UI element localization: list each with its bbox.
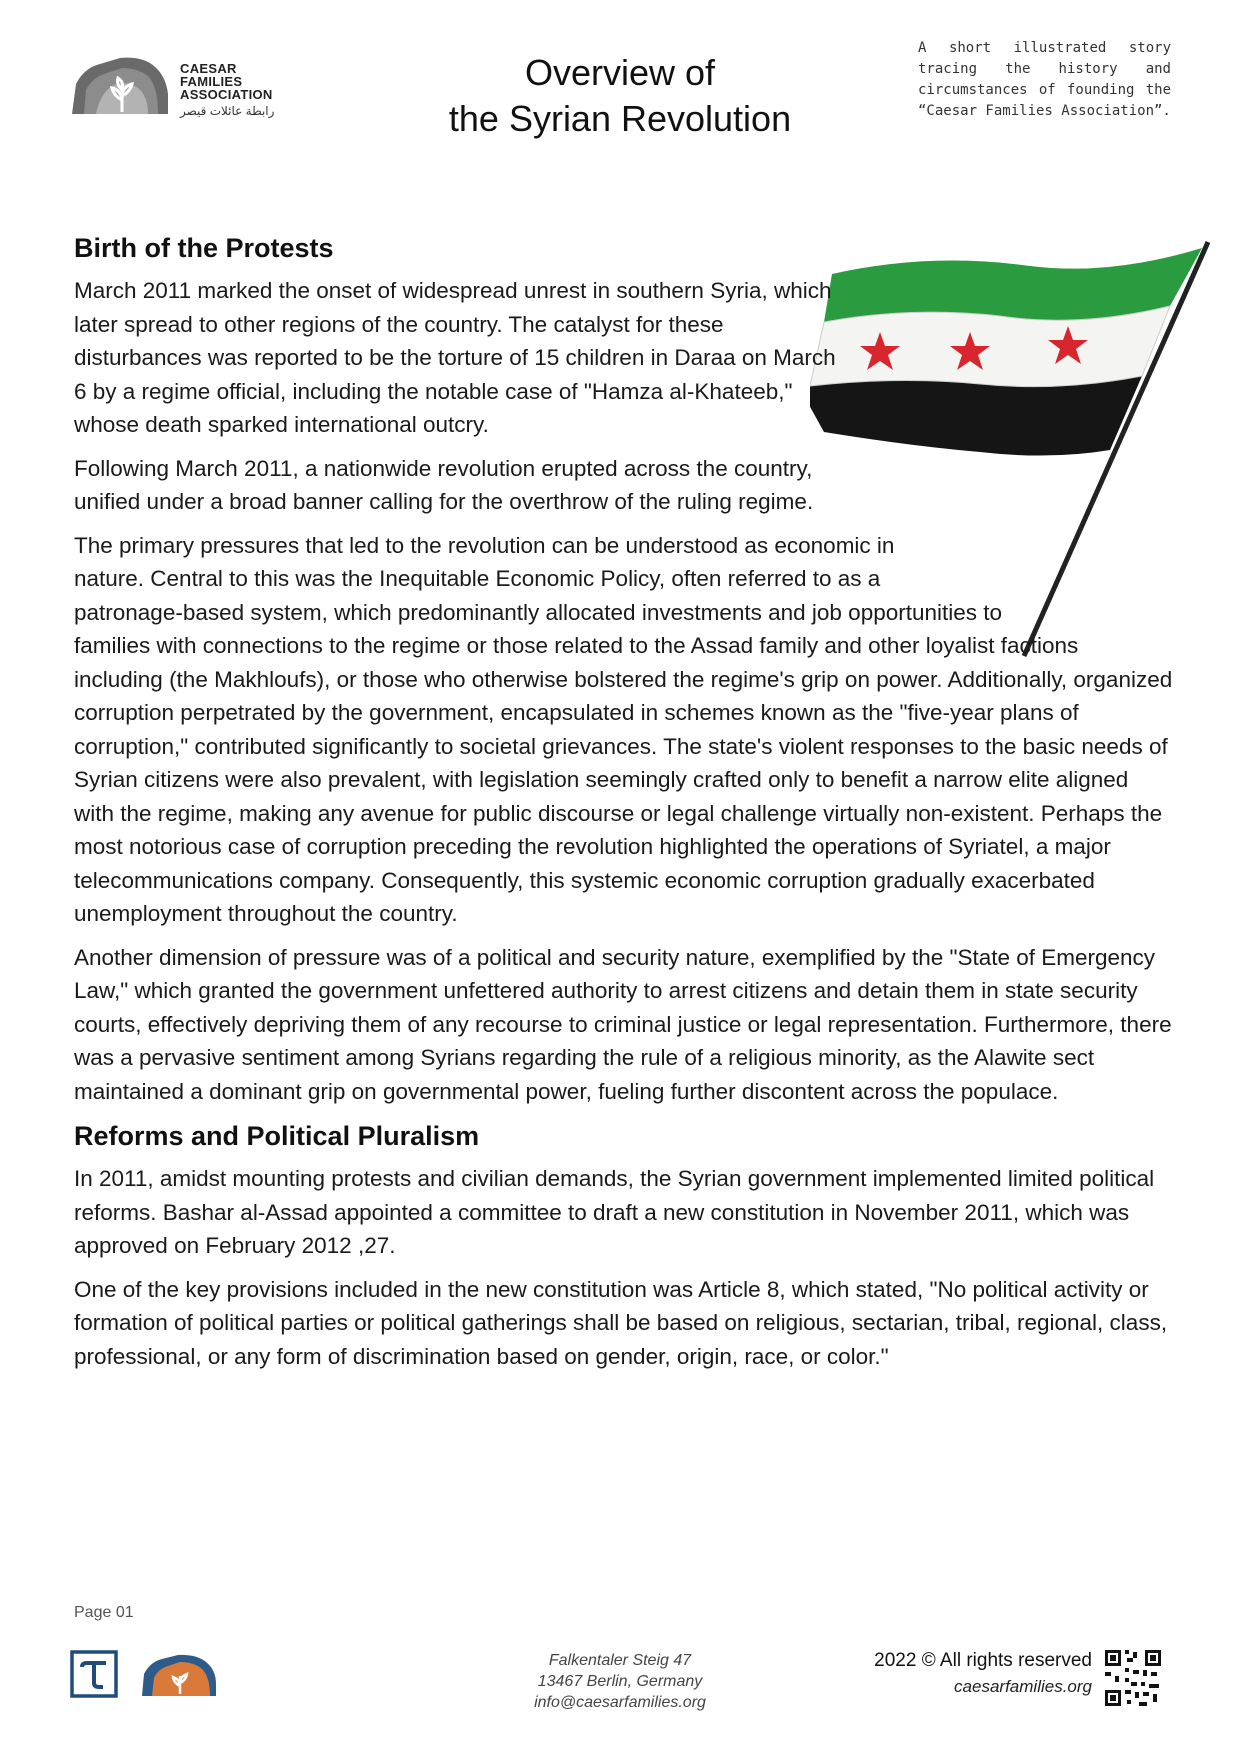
section-heading: Reforms and Political Pluralism [74, 1121, 480, 1151]
document-title: Overview of the Syrian Revolution [448, 52, 792, 139]
paragraph: The primary pressures that led to the revolution can be understood as economic in nature. Central to this was the Inequitable Economic Policy, often referred to as a patronage-based system, which predominantly allocated investments and job opportunities to families with connections to the regime or those related to the Assad family and other loyalist factions including (the Makhloufs), or those who otherwise bolstered the regime's grip on power. Additionally, organized corruption perpetrated by the government, encapsulated in schemes known as the "five-year plans of corruption," contributed significantly to societal grievances. The state's violent responses to the basic needs of Syrian citizens were also prevalent, with legislation seemingly crafted only to benefit a narrow elite aligned with the regime, making any avenue for public discourse or legal challenge virtually non-existent. Perhaps the most notorious case of corruption preceding the revolution highlighted the operations of Syriatel, a major telecommunications company. Consequently, this systemic economic corruption gradually exacerbated unemployment throughout the country. [74, 532, 1173, 926]
paragraph: In 2011, amidst mounting protests and civilian demands, the Syrian government implemented limited political reforms. Bashar al-Assad appointed a committee to draft a new constitution in November 2011, which was approved on February 2012 ,27. [74, 1166, 1155, 1258]
contact-email: info@caesarfamilies.org [534, 1694, 706, 1711]
paragraph: Another dimension of pressure was of a political and security nature, exemplified by the "State of Emergency Law," which granted the government unfettered authority to arrest citizens and detain them in state security courts, effectively depriving them of any recourse to criminal justice or legal representation. Furthermore, there was a pervasive sentiment among Syrians regarding the rule of a religious minority, as the Alawite sect maintained a dominant grip on governmental power, fueling further discontent across the populace. [74, 944, 1172, 1104]
contact-address: Falkentaler Steig 47 13467 Berlin, Germany info@caesarfamilies.org [500, 1650, 740, 1713]
association-name: CAESAR FAMILIES ASSOCIATION [180, 61, 273, 102]
copyright-block [830, 1648, 1092, 1700]
tagline: A short illustrated story tracing the history and circumstances of founding the “Caesar Families Association”. [918, 40, 1171, 119]
qr-code-icon [1103, 1648, 1163, 1708]
association-logo [70, 48, 300, 128]
website-text: caesarfamilies.org [954, 1677, 1092, 1696]
paragraph: March 2011 marked the onset of widespread unrest in southern Syria, which later spread to other regions of the country. The catalyst for these disturbances was reported to be the torture of 15 children in Daraa on March 6 by a regime official, including the notable case of "Hamza al-Khateeb," whose death sparked international outcry. [74, 278, 836, 437]
page-number: Page 01 [74, 1604, 134, 1621]
copyright-text: 2022 © All rights reserved [874, 1650, 1092, 1671]
section-heading: Birth of the Protests [74, 233, 334, 263]
document-body [74, 230, 1174, 1383]
paragraph: Following March 2011, a nationwide revolution erupted across the country, unified under a broad banner calling for the overthrow of the ruling regime. [74, 455, 814, 514]
association-emblem-small-icon [140, 1652, 218, 1698]
association-name-arabic: رابطة عائلات قيصر [180, 104, 275, 118]
paragraph: One of the key provisions included in the new constitution was Article 8, which stated, "No political activity or formation of political parties or political gatherings shall be based on religious, sectarian, tribal, regional, class, professional, or any form of discrimination based on gender, origin, race, or color." [74, 1276, 1168, 1369]
association-emblem-icon [70, 54, 170, 122]
tau-logo-icon [70, 1650, 118, 1698]
